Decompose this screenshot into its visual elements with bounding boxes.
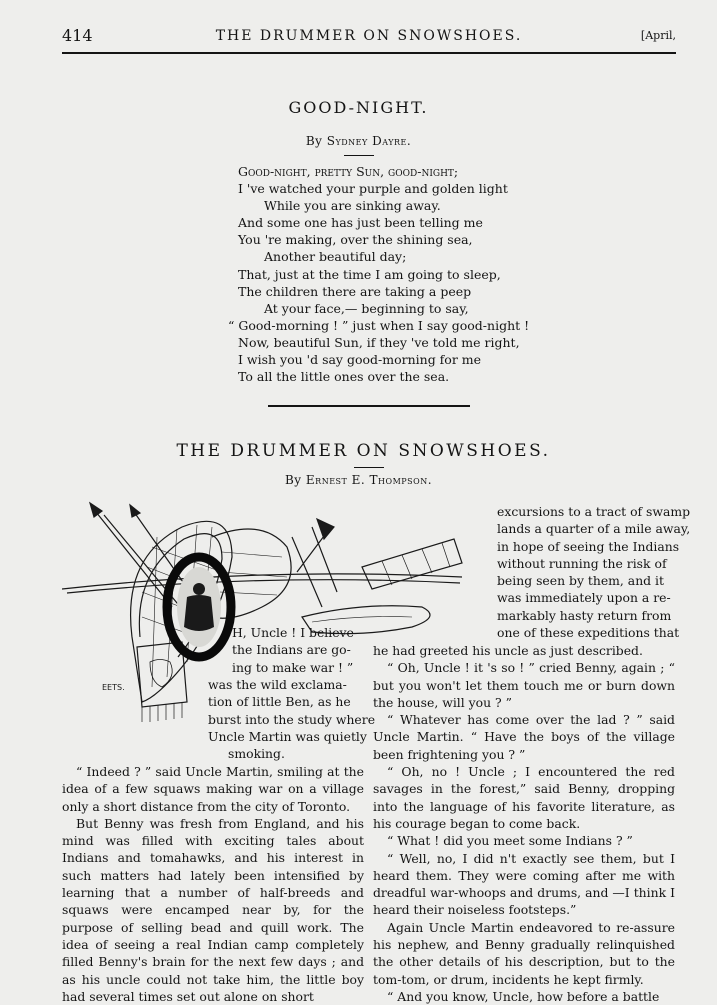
story-line: tion of little Ben, as he (208, 694, 351, 710)
poem-line: I 've watched your purple and golden light (238, 181, 508, 197)
story-paragraph: “ Oh, Uncle ! it 's so ! ” cried Benny, again ; “ but you won't let them touch me or burn down the house, will you ? ” (373, 660, 675, 710)
story-paragraph: “ Indeed ? ” said Uncle Martin, smiling at the idea of a few squaws making war on a village only a short distance from the city of Toronto. (62, 764, 364, 814)
poem-line: The children there are taking a peep (238, 283, 472, 299)
poem-line: That, just at the time I am going to sleep, (238, 266, 501, 282)
story-line: was the wild exclama- (208, 677, 347, 692)
story-paragraph: “ Oh, no ! Uncle ; I encountered the red savages in the forest,” said Benny, dropping into the language of his favorite literature, as his courage began to come back. (373, 764, 675, 831)
story-line: H, Uncle ! I believe (232, 625, 354, 640)
story-line: markably hasty return from (497, 607, 672, 623)
story-byline-prefix: By (284, 473, 302, 487)
running-title: THE DRUMMER ON SNOWSHOES. (215, 28, 523, 44)
story-paragraph: “ Whatever has come over the lad ? ” said Uncle Martin. “ Have the boys of the village been frightening you ? ” (373, 712, 675, 762)
story-author: Ernest E. Thompson. (305, 473, 433, 487)
story-line: in hope of seeing the Indians (497, 538, 680, 554)
poem-line: And some one has just been telling me (238, 215, 483, 231)
poem-line: Now, beautiful Sun, if they 've told me right, (238, 334, 520, 350)
poem-line: I wish you 'd say good-morning for me (238, 352, 482, 368)
story-paragraph: Again Uncle Martin endeavored to re-assure his nephew, and Benny gradually relinquished the other details of his description, but to the tom-tom, or drum, incidents he kept firmly. (373, 919, 675, 987)
running-header (62, 26, 676, 46)
running-month: [April, (640, 29, 676, 42)
story-title: THE DRUMMER ON SNOWSHOES. (176, 441, 551, 461)
story-byline (0, 473, 717, 487)
poem-line: “ Good-morning ! ” just when I say good-night ! (228, 317, 530, 333)
story-line: burst into the study where (208, 711, 376, 727)
poem-author: Sydney Dayre. (326, 134, 412, 148)
story-paragraph: But Benny was fresh from England, and his mind was filled with exciting tales about Indians and tomahawks, and his interest in such matters had lately been intensified by learning that a number of half-breeds and squaws were encamped near by, for the purpose of selling bead and quill work. The idea of seeing a real Indian camp completely filled Benny's brain for the next few days ; and as his uncle could not take him, the little boy had several times set out alone on short (62, 815, 364, 1004)
poem-byline (0, 134, 717, 148)
poem-line: At your face,— beginning to say, (264, 300, 469, 316)
poem-line: To all the little ones over the sea. (238, 369, 450, 385)
story-paragraph: he had greeted his uncle as just described. (373, 643, 643, 658)
section-divider (268, 405, 470, 407)
illustration-signature: EETS. (102, 683, 125, 692)
story-line: was immediately upon a re- (497, 590, 671, 606)
poem-body (228, 163, 568, 385)
story-left-col (62, 763, 364, 1005)
poem-byline-rule (344, 155, 374, 156)
poem-line: You 're making, over the shining sea, (238, 232, 473, 248)
story-paragraph: “ And you know, Uncle, how before a battle (387, 988, 660, 1004)
poem-line: Another beautiful day; (264, 249, 407, 265)
poem-title: GOOD-NIGHT. (288, 98, 429, 117)
story-paragraph: “ Well, no, I did n't exactly see them, but I heard them. They were coming after me with dreadful war-whoops and drums, and —I think I heard their noiseless footsteps.” (373, 850, 675, 918)
story-title-rule (354, 467, 384, 468)
story-line: smoking. (228, 746, 285, 761)
story-left-col-tail (228, 745, 364, 762)
story-right-col (373, 642, 675, 1005)
poem-line: Good-night, pretty Sun, good-night; (238, 164, 459, 179)
story-line: excursions to a tract of swamp (497, 504, 691, 519)
poem-byline-prefix: By (305, 134, 323, 148)
poem-line: While you are sinking away. (264, 198, 441, 214)
story-left-col-mid (208, 676, 376, 745)
story-line: ing to make war ! ” (232, 659, 354, 675)
story-line: one of these expeditions that (497, 625, 680, 641)
story-line: without running the risk of (497, 555, 667, 571)
story-left-col-top (232, 624, 364, 676)
story-paragraph: “ What ! did you meet some Indians ? ” (387, 833, 633, 849)
story-line: Uncle Martin was quietly (208, 728, 367, 744)
page-number: 414 (62, 26, 93, 45)
story-right-col-top (497, 503, 691, 641)
header-rule (62, 52, 676, 54)
story-line: the Indians are go- (232, 642, 351, 658)
story-line: lands a quarter of a mile away, (497, 521, 691, 537)
story-line: being seen by them, and it (497, 573, 664, 589)
